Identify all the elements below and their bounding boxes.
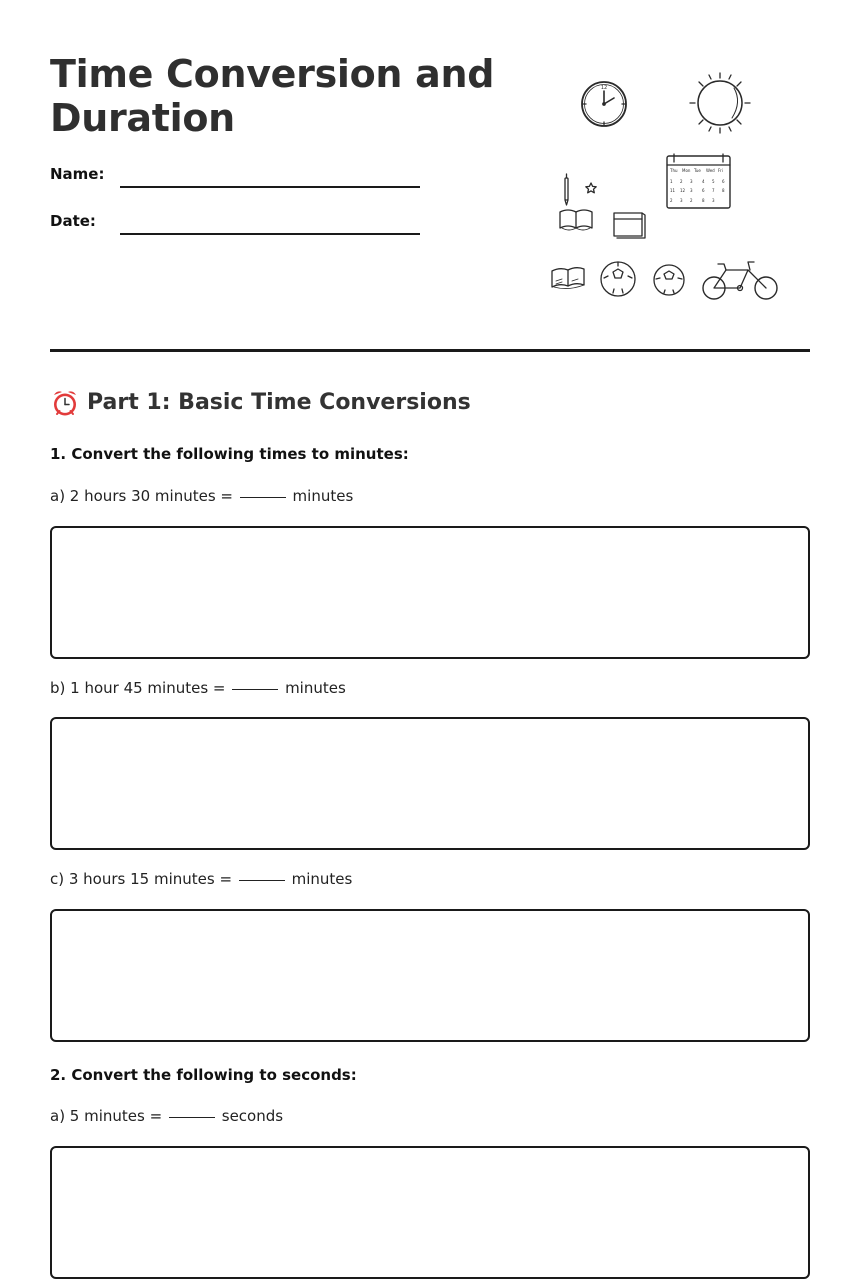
- answer-blank[interactable]: [232, 689, 278, 690]
- question-2-title: 2. Convert the following to seconds:: [50, 1066, 357, 1084]
- question-1b: [50, 679, 346, 697]
- question-1c: [50, 870, 352, 888]
- unit-text: minutes: [291, 870, 353, 888]
- svg-text:Tue: Tue: [694, 168, 701, 173]
- question-text: c) 3 hours 15 minutes =: [50, 870, 233, 888]
- date-field[interactable]: [120, 233, 420, 235]
- book-icon: [560, 210, 592, 230]
- alarm-clock-icon: [50, 388, 80, 418]
- svg-text:4: 4: [702, 179, 705, 184]
- svg-text:8: 8: [722, 188, 725, 193]
- name-label: Name:: [50, 165, 105, 183]
- section-title-part1: [50, 384, 471, 422]
- svg-text:3: 3: [712, 198, 715, 203]
- section-title-text: Part 1: Basic Time Conversions: [87, 390, 471, 415]
- svg-text:11: 11: [670, 188, 676, 193]
- question-2a: [50, 1107, 283, 1125]
- calendar-icon: [667, 154, 730, 208]
- notepad-icon: [614, 213, 645, 238]
- svg-text:7: 7: [712, 188, 715, 193]
- svg-text:3: 3: [690, 188, 693, 193]
- svg-text:6: 6: [722, 179, 725, 184]
- unit-text: minutes: [292, 487, 354, 505]
- answer-box-1b[interactable]: [50, 717, 810, 850]
- soccer-ball-icon: [601, 262, 635, 296]
- svg-text:Fri: Fri: [718, 168, 723, 173]
- question-text: a) 2 hours 30 minutes =: [50, 487, 233, 505]
- name-field[interactable]: [120, 186, 420, 188]
- svg-text:3: 3: [680, 198, 683, 203]
- svg-text:8: 8: [702, 198, 705, 203]
- question-1-title: 1. Convert the following times to minutes:: [50, 445, 409, 463]
- svg-text:12: 12: [680, 188, 686, 193]
- star-icon: [586, 183, 596, 193]
- svg-text:2: 2: [680, 179, 683, 184]
- unit-text: seconds: [221, 1107, 284, 1125]
- soccer-ball-icon: [654, 265, 684, 295]
- svg-text:2: 2: [690, 198, 693, 203]
- svg-text:1: 1: [670, 179, 673, 184]
- answer-box-1c[interactable]: [50, 909, 810, 1042]
- answer-blank[interactable]: [169, 1117, 215, 1118]
- svg-text:2: 2: [670, 198, 673, 203]
- date-label: Date:: [50, 212, 96, 230]
- svg-text:Mon: Mon: [682, 168, 691, 173]
- clock-icon: [582, 82, 626, 126]
- pencil-icon: [565, 174, 568, 205]
- answer-blank[interactable]: [240, 497, 286, 498]
- worksheet-header: [50, 0, 810, 352]
- sun-icon: [690, 73, 750, 133]
- answer-box-2a[interactable]: [50, 1146, 810, 1279]
- clock-numeral: 12: [600, 85, 608, 91]
- answer-box-1a[interactable]: [50, 526, 810, 659]
- svg-text:6: 6: [702, 188, 705, 193]
- svg-text:Wed: Wed: [706, 168, 715, 173]
- question-text: b) 1 hour 45 minutes =: [50, 679, 226, 697]
- question-1a: [50, 487, 353, 505]
- unit-text: minutes: [285, 679, 346, 697]
- bicycle-icon: [703, 262, 777, 299]
- time-clipart: [546, 70, 796, 310]
- svg-text:Thu: Thu: [670, 168, 678, 173]
- question-text: a) 5 minutes =: [50, 1107, 163, 1125]
- page-title: Time Conversion and Duration: [50, 52, 495, 140]
- svg-text:3: 3: [690, 179, 693, 184]
- worksheet-page: [50, 0, 810, 1125]
- open-book-icon: [552, 268, 584, 289]
- svg-text:5: 5: [712, 179, 715, 184]
- answer-blank[interactable]: [239, 880, 285, 881]
